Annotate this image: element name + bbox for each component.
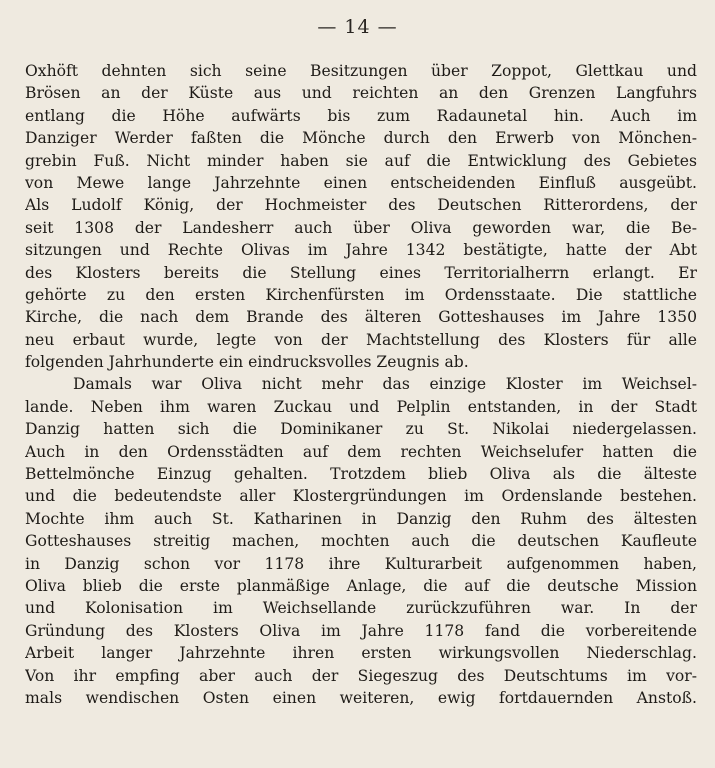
text-line: und Kolonisation im Weichsellande zurückzuführen war. In der xyxy=(25,599,697,618)
text-line: Arbeit langer Jahrzehnte ihren ersten wirkungsvollen Niederschlag. xyxy=(25,644,697,663)
text-line: Gotteshauses streitig machen, mochten auch die deutschen Kaufleute xyxy=(25,532,697,551)
text-line: Von ihr empfing aber auch der Siegeszug des Deutschtums im vor- xyxy=(25,666,697,685)
text-line: Kirche, die nach dem Brande des älteren Gotteshauses im Jahre 1350 xyxy=(25,308,697,327)
text-line: Oxhöft dehnten sich seine Besitzungen über Zoppot, Glettkau und xyxy=(25,62,697,80)
text-line: Brösen an der Küste aus und reichten an den Grenzen Langfuhrs xyxy=(25,84,697,103)
text-line: folgenden Jahrhunderte ein eindrucksvolles Zeugnis ab. xyxy=(25,353,469,372)
text-line: Damals war Oliva nicht mehr das einzige Kloster im Weichsel- xyxy=(73,375,697,394)
paragraph-2 xyxy=(25,373,697,709)
text-line: mals wendischen Osten einen weiteren, ewig fortdauernden Anstoß. xyxy=(25,688,697,707)
body-text xyxy=(25,60,697,709)
text-line: entlang die Höhe aufwärts bis zum Radaunetal hin. Auch im xyxy=(25,106,697,125)
text-line: Auch in den Ordensstädten auf dem rechten Weichselufer hatten die xyxy=(25,442,697,461)
text-line: neu erbaut wurde, legte von der Machtstellung des Klosters für alle xyxy=(25,330,697,349)
text-line: Danzig hatten sich die Dominikaner zu St. Nikolai niedergelassen. xyxy=(25,420,697,439)
text-line: Bettelmönche Einzug gehalten. Trotzdem blieb Oliva als die älteste xyxy=(25,465,697,484)
text-line: Gründung des Klosters Oliva im Jahre 1178 fand die vorbereitende xyxy=(25,621,697,640)
page-number: — 14 — xyxy=(317,16,398,38)
text-line: Mochte ihm auch St. Katharinen in Danzig den Ruhm des ältesten xyxy=(25,509,697,528)
text-line: Danziger Werder faßten die Mönche durch den Erwerb von Mönchen- xyxy=(25,129,697,148)
text-line: seit 1308 der Landesherr auch über Oliva geworden war, die Be- xyxy=(25,218,697,237)
text-line: sitzungen und Rechte Olivas im Jahre 1342 bestätigte, hatte der Abt xyxy=(25,241,697,260)
text-line: Oliva blieb die erste planmäßige Anlage, die auf die deutsche Mission xyxy=(25,576,697,595)
text-line: gehörte zu den ersten Kirchenfürsten im Ordensstaate. Die stattliche xyxy=(25,285,697,304)
text-line: von Mewe lange Jahrzehnte einen entscheidenden Einfluß ausgeübt. xyxy=(25,173,697,192)
text-line: des Klosters bereits die Stellung eines Territorialherrn erlangt. Er xyxy=(25,263,697,282)
text-line: Als Ludolf König, der Hochmeister des Deutschen Ritterordens, der xyxy=(25,196,697,215)
text-line: in Danzig schon vor 1178 ihre Kulturarbeit aufgenommen haben, xyxy=(25,554,697,573)
text-line: grebin Fuß. Nicht minder haben sie auf die Entwicklung des Gebietes xyxy=(25,151,697,170)
paragraph-1 xyxy=(25,60,697,373)
text-line: lande. Neben ihm waren Zuckau und Pelplin entstanden, in der Stadt xyxy=(25,397,697,416)
text-line: und die bedeutendste aller Klostergründungen im Ordenslande bestehen. xyxy=(25,487,697,506)
